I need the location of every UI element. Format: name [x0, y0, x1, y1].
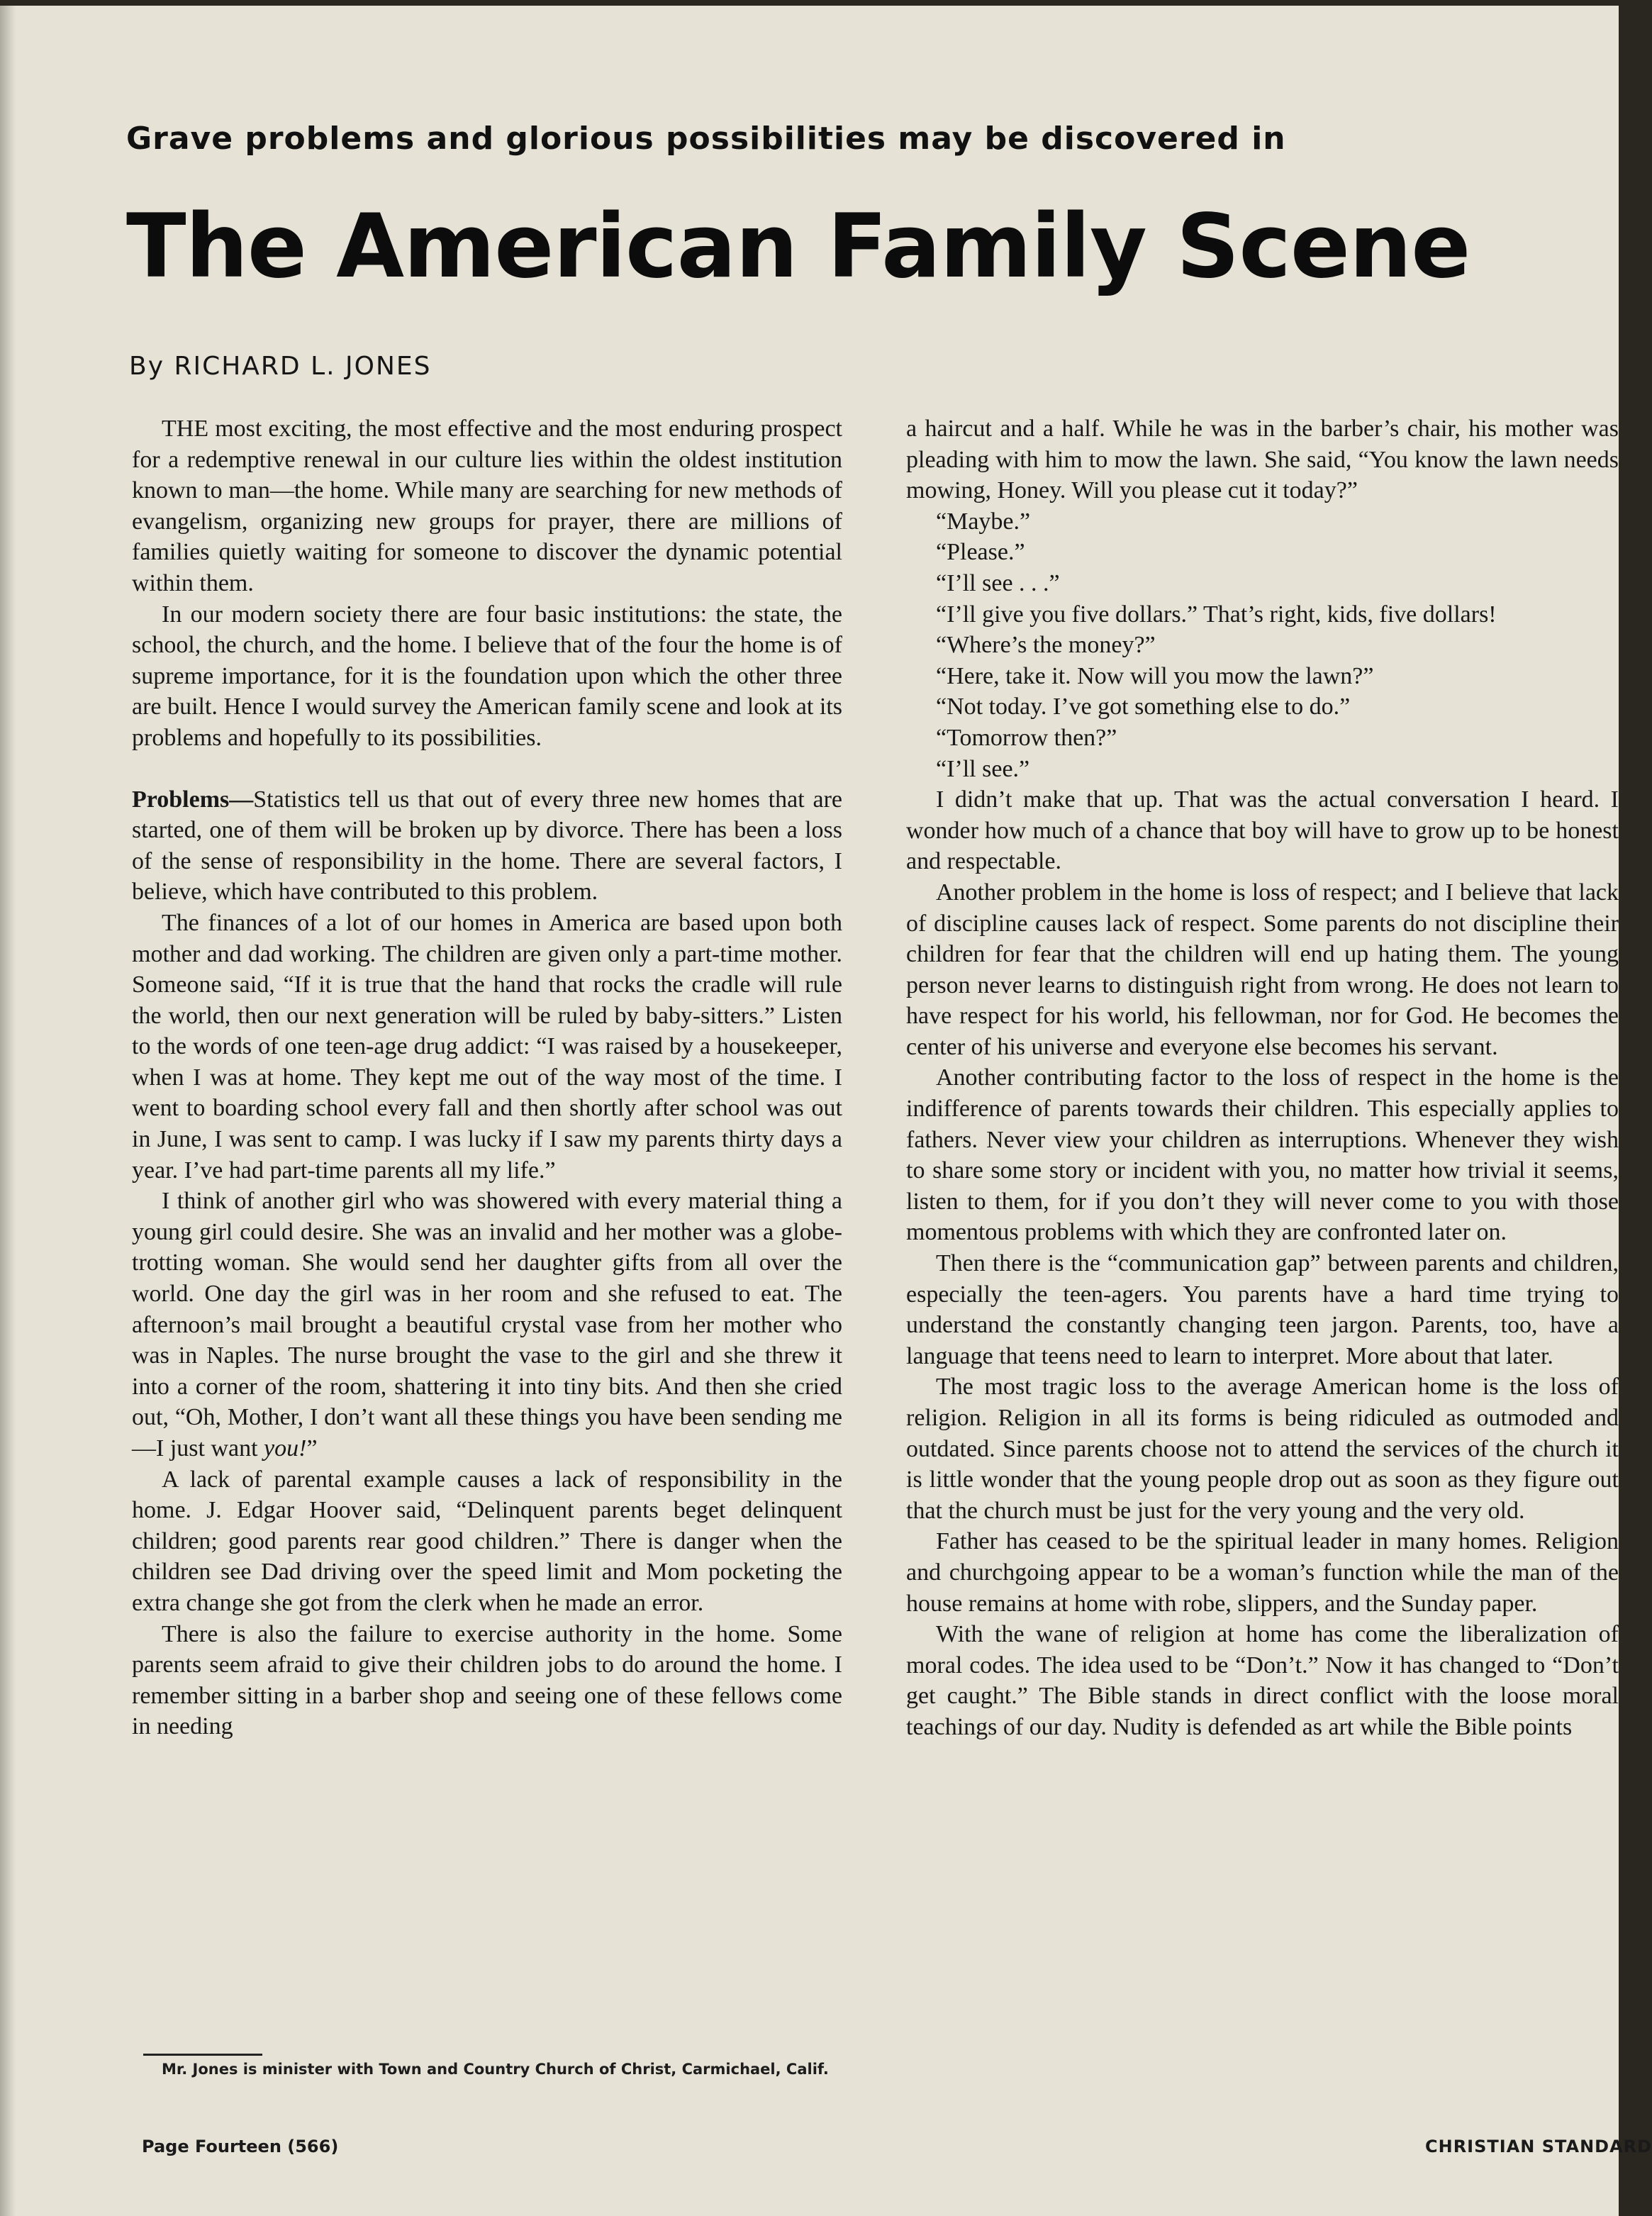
article-title: The American Family Scene [126, 196, 1470, 298]
dialogue-line: “I’ll see . . .” [936, 569, 1060, 596]
problems-heading: Problems— [132, 786, 254, 813]
paragraph-problems [132, 784, 842, 908]
paragraph-text: Statistics tell us that out of every three new homes that are started, one of them will be broken up by divorce. There has been a loss of the sense of responsibility in the home. There are several factors, I believe, which have contributed to this problem. [132, 786, 842, 906]
dialogue-line: “Maybe.” [936, 508, 1031, 535]
dialogue-line: “Not today. I’ve got something else to do.” [936, 694, 1351, 720]
article-byline: By RICHARD L. JONES [129, 352, 432, 381]
quote-close: ” [306, 1435, 318, 1461]
paragraph-text: I think of another girl who was showered with every material thing a young girl could desire. She was an invalid and her mother was a globe-trotting woman. She would send her daughter gifts from all over the world. One day the girl was in her room and she refused to eat. The afternoon’s mail brought a beautiful crystal vase from her mother who was in Naples. The nurse brought the vase to the girl and she threw it into a corner of the room, shattering it into tiny bits. And then she cried out, “Oh, Mother, I don’t want all these things you have been sending me—I just want [132, 1188, 842, 1461]
left-column [132, 413, 842, 1742]
dialogue-line: “Where’s the money?” [936, 632, 1156, 659]
article-kicker: Grave problems and glorious possibilities may be discovered in [126, 121, 1286, 157]
author-footnote: Mr. Jones is minister with Town and Country Church of Christ, Carmichael, Calif. [162, 2061, 829, 2078]
paragraph: Father has ceased to be the spiritual leader in many homes. Religion and churchgoing appear to be a woman’s function while the man of the house remains at home with robe, slippers, and the Sunday paper. [906, 1528, 1619, 1617]
paragraph: The finances of a lot of our homes in America are based upon both mother and dad working. The children are given only a part-time mother. Someone said, “If it is true that the hand that rocks the cradle will rule the world, then our next generation will be ruled by baby-sitters.” Listen to the words of one teen-age drug addict: “I was raised by a housekeeper, when I was at home. They kept me out of the way most of the time. I went to boarding school every fall and then shortly after school was out in June, I was sent to camp. I was lucky if I saw my parents thirty days a year. I’ve had part-time parents all my life.” [132, 909, 842, 1184]
paragraph: Another contributing factor to the loss of respect in the home is the indifference of parents towards their children. This especially applies to fathers. Never view your children as interruptions. Whenever they wish to share some story or incident with you, no matter how trivial it seems, listen to them, for if you don’t they will never come to you with those momentous problems with which they are confronted later on. [906, 1064, 1619, 1246]
paragraph: There is also the failure to exercise authority in the home. Some parents seem afraid to give their children jobs to do around the home. I remember sitting in a barber shop and seeing one of these fellows come in needing [132, 1620, 842, 1740]
paragraph: A lack of parental example causes a lack of responsibility in the home. J. Edgar Hoover said, “Delinquent parents beget delinquent children; good parents rear good children.” There is danger when the children see Dad driving over the speed limit and Mom pocketing the extra change she got from the clerk when he made an error. [132, 1466, 842, 1616]
publication-name: CHRISTIAN STANDARD [1425, 2137, 1652, 2156]
paragraph: Then there is the “communication gap” between parents and children, especially the teen-agers. You parents have a hard time trying to understand the constantly changing teen jargon. Parents, too, have a language that teens need to learn to interpret. More about that later. [906, 1250, 1619, 1369]
paragraph: a haircut and a half. While he was in the barber’s chair, his mother was pleading with him to mow the lawn. She said, “You know the lawn needs mowing, Honey. Will you please cut it today?” [906, 416, 1619, 504]
paragraph [132, 1186, 842, 1464]
page-number: Page Fourteen (566) [142, 2137, 339, 2156]
dialogue-line: “Please.” [936, 539, 1025, 566]
magazine-page [0, 6, 1652, 2216]
dialogue-line: “I’ll see.” [936, 755, 1030, 782]
paragraph: With the wane of religion at home has come the liberalization of moral codes. The idea used to be “Don’t.” Now it has changed to “Don’t get caught.” The Bible stands in direct conflict with the loose moral teachings of our day. Nudity is defended as art while the Bible points [906, 1621, 1619, 1740]
page-edge-shadow [0, 6, 16, 2216]
right-column [906, 413, 1619, 1743]
paragraph: Another problem in the home is loss of respect; and I believe that lack of discipline causes lack of respect. Some parents do not discipline their children for fear that the children will end up hating them. The young person never learns to distinguish right from wrong. He does not learn to have respect for his world, his fellowman, nor for God. He becomes the center of his universe and everyone else becomes his servant. [906, 879, 1619, 1060]
paragraph: The most tragic loss to the average American home is the loss of religion. Religion in all its forms is being ridiculed as outmoded and outdated. Since parents choose not to attend the services of the church it is little wonder that the young people drop out as soon as they figure out that the church must be just for the very young and the very old. [906, 1374, 1619, 1524]
paragraph: I didn’t make that up. That was the actual conversation I heard. I wonder how much of a chance that boy will have to grow up to be honest and respectable. [906, 786, 1619, 875]
dialogue-line: “Here, take it. Now will you mow the lawn?” [936, 662, 1374, 689]
paragraph: In our modern society there are four basic institutions: the state, the school, the church, and the home. I believe that of the four the home is of supreme importance, for it is the foundation upon which the other three are built. Hence I would survey the American family scene and look at its problems and hopefully to its possibilities. [132, 601, 842, 751]
dialogue-line: “I’ll give you five dollars.” That’s right, kids, five dollars! [936, 601, 1497, 628]
emphasis: you! [264, 1435, 307, 1461]
dialogue-line: “Tomorrow then?” [936, 724, 1117, 751]
paragraph: THE most exciting, the most effective and the most enduring prospect for a redemptive renewal in our culture lies within the oldest institution known to man—the home. While many are searching for new methods of evangelism, organizing new groups for prayer, there are millions of families quietly waiting for someone to discover the dynamic potential within them. [132, 416, 842, 596]
footnote-rule [143, 2054, 262, 2056]
